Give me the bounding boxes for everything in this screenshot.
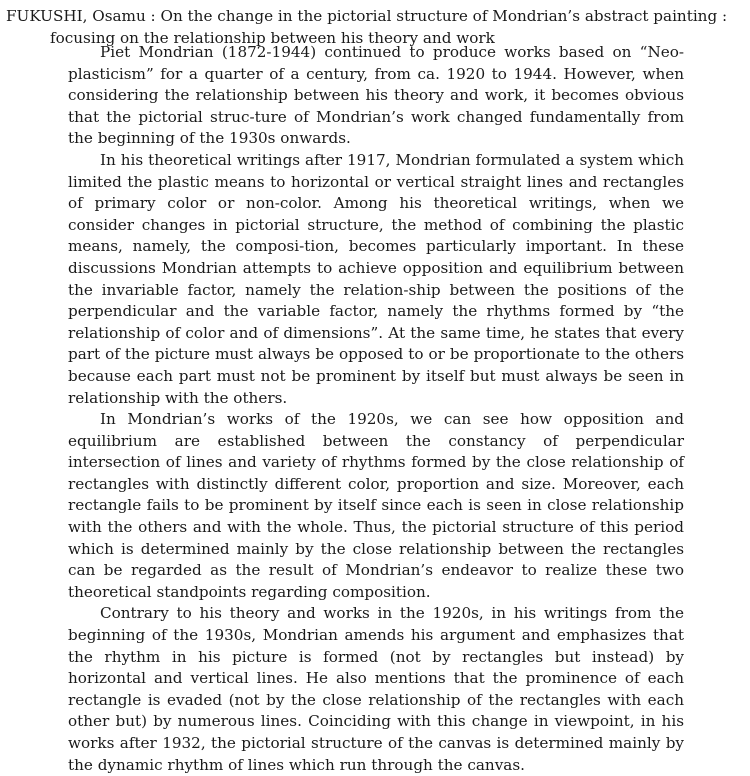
paragraph-2: In his theoretical writings after 1917, Mondrian formulated a system which limited the plastic means to horizontal or vertical straight lines and rectangles of primary color or non-color. Among his theoretical writings, when we consider changes in pictorial structure, the method of combining the plastic means, namely, the composi-tion, becomes particularly important. In these discussions Mondrian attempts to achieve opposition and equilibrium between the invariable factor, namely the relation-ship between the positions of the perpendicular and the variable factor, namely the rhythms formed by “the relationship of color and of dimensions”. At the same time, he states that every part of the picture must always be opposed to or be proportionate to the others because each part must not be prominent by itself but must always be seen in relationship with the others.	[68, 150, 684, 407]
paragraph-3: In Mondrian’s works of the 1920s, we can see how opposition and equilibrium are established between the constancy of perpendicular intersection of lines and variety of rhythms formed by the close relationship of rectangles with distinctly different color, proportion and size. Moreover, each rectangle fails to be prominent by itself since each is seen in close relationship with the others and with the whole. Thus, the pictorial structure of this period which is determined mainly by the close relationship between the rectangles can be regarded as the result of Mondrian’s endeavor to realize these two theoretical standpoints regarding composition.	[68, 410, 684, 601]
abstract-body	[68, 42, 684, 776]
paragraph-4: Contrary to his theory and works in the 1920s, in his writings from the beginning of the 1930s, Mondrian amends his argument and emphasizes that the rhythm in his picture is formed (not by rectangles but instead) by horizontal and vertical lines. He also mentions that the prominence of each rectangle is evaded (not by the close relationship of the rectangles with each other but) by numerous lines. Coinciding with this change in viewpoint, in his works after 1932, the pictorial structure of the canvas is determined mainly by the dynamic rhythm of lines which run through the canvas.	[68, 604, 684, 774]
paragraph-1: Piet Mondrian (1872-1944) continued to produce works based on “Neo-plasticism” for a quarter of a century, from ca. 1920 to 1944. However, when considering the relationship between his theory and work, it becomes obvious that the pictorial struc-ture of Mondrian’s work changed fundamentally from the beginning of the 1930s onwards.	[68, 43, 684, 148]
author-and-title-line: FUKUSHI, Osamu : On the change in the pictorial structure of Mondrian’s abstract painting :	[6, 7, 728, 25]
title-continuation-line: focusing on the relationship between his theory and work	[50, 29, 495, 47]
